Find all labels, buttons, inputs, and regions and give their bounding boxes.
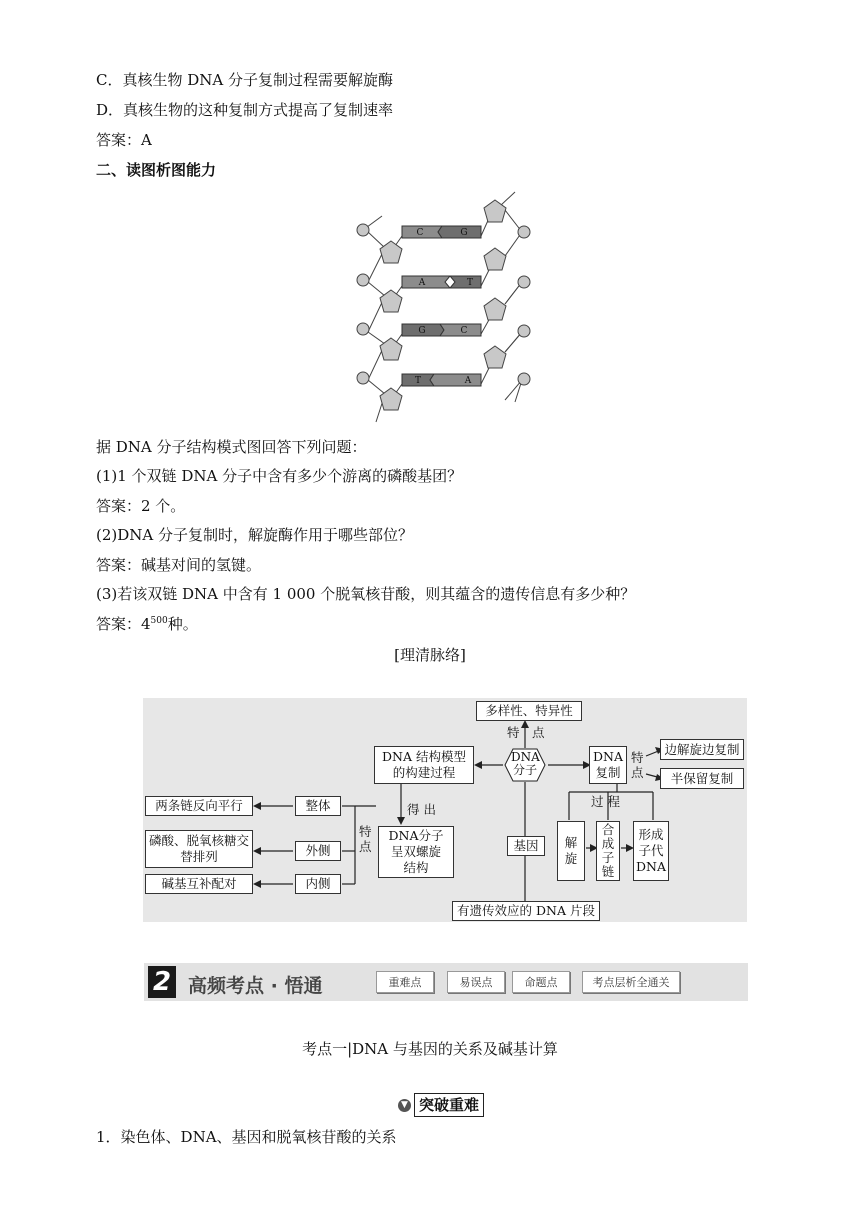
answer-3-suffix: 种。 — [167, 615, 198, 633]
double-helix-box: DNA分子 呈双螺旋 结构 — [378, 826, 454, 878]
item-1: 1．染色体、DNA、基因和脱氧核苷酸的关系 — [96, 1128, 397, 1146]
base-label: G — [460, 228, 468, 238]
tab-key-difficult[interactable]: 重难点 — [376, 971, 434, 993]
answer-3-prefix: 答案：4 — [96, 615, 151, 633]
tab-exam-points[interactable]: 命题点 — [512, 971, 570, 993]
question-2: (2)DNA 分子复制时，解旋酶作用于哪些部位？ — [96, 526, 414, 544]
diversity-box: 多样性、特异性 — [476, 701, 582, 721]
banner-title: 高频考点 · 悟通 — [188, 975, 323, 997]
dna-molecule-label: DNA 分子 — [511, 750, 540, 777]
answer-3-exponent: 500 — [150, 616, 168, 626]
banner-number: 2 — [148, 966, 176, 998]
replication-feature-2: 半保留复制 — [660, 768, 744, 789]
daughter-dna-box: 形成 子代 DNA — [633, 821, 669, 881]
derived-label: 得 出 — [407, 802, 436, 817]
question-1: (1)1 个双链 DNA 分子中含有多少个游离的磷酸基团？ — [96, 467, 463, 485]
question-intro: 据 DNA 分子结构模式图回答下列问题： — [96, 438, 367, 456]
answer-previous: 答案：A — [96, 131, 152, 149]
replication-feature-label: 特 点 — [631, 750, 644, 780]
concept-map — [143, 698, 747, 922]
option-c: C．真核生物 DNA 分子复制过程需要解旋酶 — [96, 71, 393, 89]
replication-box: DNA 复制 — [589, 746, 627, 784]
map-heading: [理清脉络] — [394, 646, 466, 664]
feature-label-side: 特 点 — [359, 824, 372, 854]
base-label: A — [464, 376, 472, 386]
antiparallel-box: 两条链反向平行 — [145, 796, 253, 816]
dna-structure-diagram — [350, 186, 540, 426]
tab-full-analysis[interactable]: 考点层析全通关 — [582, 971, 680, 993]
badge-label: 突破重难 — [414, 1093, 484, 1117]
chevron-down-icon: ▼ — [398, 1099, 411, 1112]
gene-definition-box: 有遗传效应的 DNA 片段 — [452, 901, 600, 921]
answer-3 — [96, 614, 198, 634]
answer-1: 答案：2 个。 — [96, 497, 186, 515]
inside-box: 内侧 — [295, 874, 341, 894]
outside-box: 外侧 — [295, 841, 341, 861]
replication-feature-1: 边解旋边复制 — [660, 739, 744, 760]
unwind-box: 解 旋 — [557, 821, 585, 881]
base-label: C — [460, 326, 468, 336]
process-label: 过 程 — [591, 794, 620, 809]
section-badge — [398, 1093, 484, 1117]
base-pairing-box: 碱基互补配对 — [145, 874, 253, 894]
base-label: A — [418, 278, 426, 288]
gene-box: 基因 — [507, 836, 545, 856]
model-process-box: DNA 结构模型 的构建过程 — [374, 746, 474, 784]
section-banner — [144, 963, 748, 1001]
topic-title: 考点一|DNA 与基因的关系及碱基计算 — [302, 1040, 558, 1058]
backbone-box: 磷酸、脱氧核糖交 替排列 — [145, 830, 253, 868]
base-label: G — [418, 326, 426, 336]
base-label: C — [416, 228, 424, 238]
base-label: T — [466, 278, 474, 288]
option-d: D．真核生物的这种复制方式提高了复制速率 — [96, 101, 394, 119]
tab-error-prone[interactable]: 易误点 — [447, 971, 505, 993]
feature-label-top: 特 点 — [507, 725, 545, 740]
whole-box: 整体 — [295, 796, 341, 816]
synthesize-box: 合 成 子 链 — [596, 821, 620, 881]
section-heading: 二、读图析图能力 — [96, 161, 217, 179]
answer-2: 答案：碱基对间的氢键。 — [96, 556, 262, 574]
base-label: T — [414, 376, 422, 386]
question-3: (3)若该双链 DNA 中含有 1 000 个脱氧核苷酸，则其蕴含的遗传信息有多少种？ — [96, 585, 636, 603]
